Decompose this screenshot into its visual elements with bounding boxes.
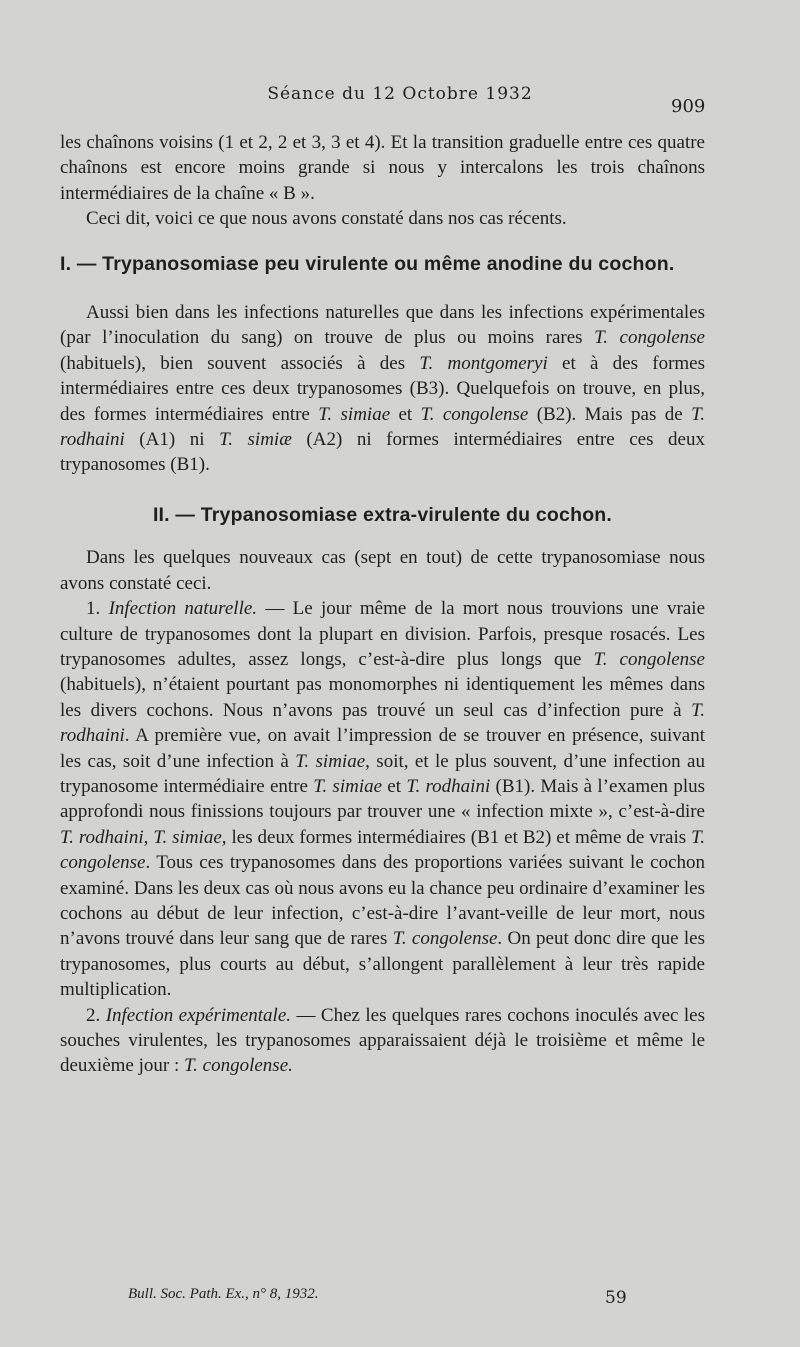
page-number: 909	[671, 96, 706, 117]
paragraph-continuation: les chaînons voisins (1 et 2, 2 et 3, 3 et 4). Et la transition graduelle entre ces quatre chaînons est encore moins grande si nous y intercalons les trois chaînons intermédiaires de la chaîne « B ».	[60, 132, 705, 204]
paragraph-intro: Ceci dit, voici ce que nous avons constaté dans nos cas récents.	[86, 208, 567, 230]
experimental-infection-paragraph: 2. Infection expérimentale. — Chez les quelques rares cochons inoculés avec les souches virulentes, les trypanosomes apparaissaient déjà le troisième et même le deuxième jour : T. congolense.	[60, 1004, 705, 1077]
section-2-intro: Dans les quelques nouveaux cas (sept en tout) de cette trypanosomiase nous avons constaté ceci.	[60, 547, 705, 594]
section-heading-1: I. — Trypanosomiase peu virulente ou même anodine du cochon.	[60, 252, 675, 275]
natural-infection-paragraph: 1. Infection naturelle. — Le jour même de la mort nous trouvions une vraie culture de trypanosomes dont la plupart en division. Parfois, presque rosacés. Les trypanosomes adultes, assez longs, c’est-à-dire plus longs que T. congolense (habituels), n’étaient pourtant pas monomorphes ni identiquement les mêmes dans les divers cochons. Nous n’avons pas trouvé un seul cas d’infection pure à T. rodhaini. A première vue, on avait l’impression de se trouver en présence, suivant les cas, soit d’une infection à T. simiae, soit, et le plus souvent, d’une infection au trypanosome intermédiaire entre T. simiae et T. rodhaini (B1). Mais à l’examen plus approfondi nous finissions toujours par trouver une « infection mixte », c’est-à-dire T. rodhaini, T. simiae, les deux formes intermédiaires (B1 et B2) et même de vrais T. congolense. Tous ces trypanosomes dans des proportions variées suivant le cochon examiné. Dans les deux cas où nous avons eu la chance peu ordinaire d’examiner les cochons au début de leur infection, c’est-à-dire l’avant-veille de leur mort, nous n’avons trouvé dans leur sang que de rares T. congolense. On peut donc dire que les trypanosomes, plus courts au début, s’allongent parallèlement à leur très rapide multiplication.	[60, 598, 706, 1001]
body-text	[60, 130, 705, 1079]
running-header: Séance du 12 Octobre 1932	[267, 84, 533, 104]
signature-mark: 59	[605, 1288, 627, 1308]
section-1-paragraph: Aussi bien dans les infections naturelles que dans les infections expérimentales (par l’inoculation du sang) on trouve de plus ou moins rares T. congolense (habituels), bien souvent associés à des T. montgomeryi et à des formes intermédiaires entre ces deux trypanosomes (B3). Quelquefois on trouve, en plus, des formes intermédiaires entre T. simiae et T. congolense (B2). Mais pas de T. rodhaini (A1) ni T. simiæ (A2) ni formes intermédiaires entre ces deux trypanosomes (B1).	[60, 302, 705, 476]
section-heading-2: II. — Trypanosomiase extra-virulente du cochon.	[152, 503, 613, 526]
journal-citation: Bull. Soc. Path. Ex., n° 8, 1932.	[128, 1286, 319, 1302]
